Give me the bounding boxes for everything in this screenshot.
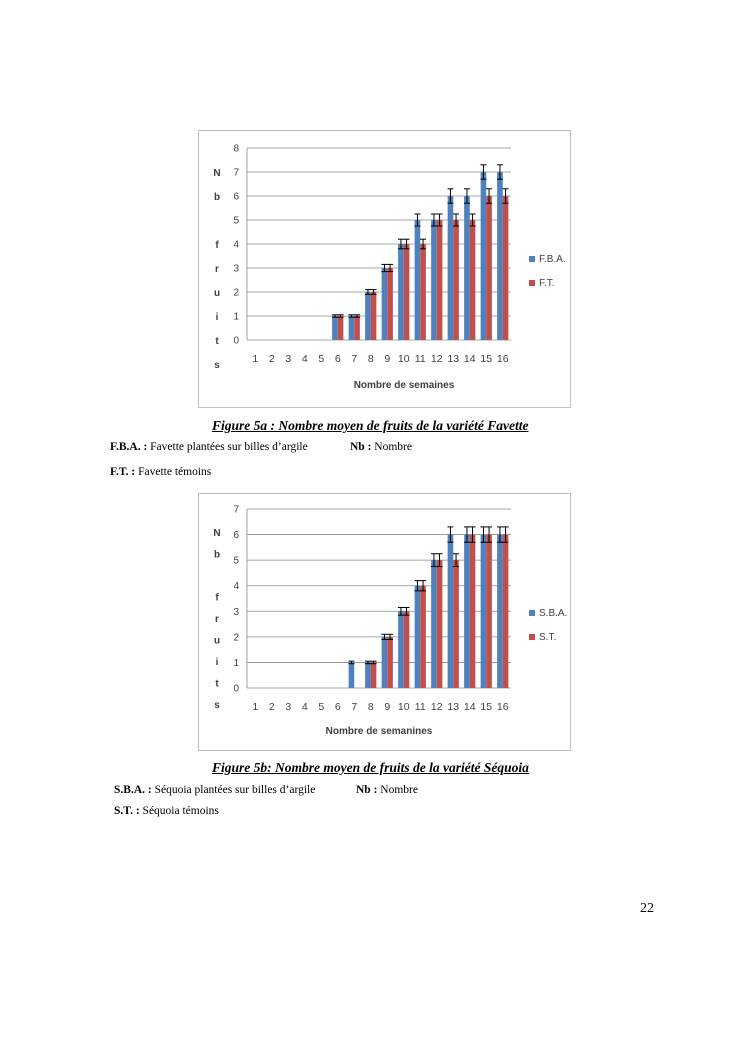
chart-sequoia-svg — [199, 494, 570, 750]
abbr-line-nb-a — [350, 441, 412, 453]
abbr-st: S.T. : — [114, 805, 140, 817]
figure-5b-caption: Figure 5b: Nombre moyen de fruits de la variété Séquoia — [212, 760, 529, 775]
chart1-ytick-4: 4 — [233, 239, 239, 251]
chart1-bar-F.B.A.-7 — [349, 316, 355, 340]
chart2-xtick-10: 10 — [397, 701, 410, 713]
chart1-ylabel-letter-7: t — [215, 336, 219, 347]
chart1-bar-F.B.A.-11 — [415, 220, 421, 340]
chart2-xtick-16: 16 — [496, 701, 509, 713]
chart1-xlabel: Nombre de semaines — [353, 380, 455, 391]
chart2-xtick-5: 5 — [318, 701, 325, 713]
chart1-legend-label-F.T.: F.T. — [539, 278, 555, 289]
chart1-bar-F.B.A.-13 — [448, 196, 454, 340]
abbr-fba: F.B.A. : — [110, 441, 148, 453]
chart2-bar-S.T.-12 — [437, 560, 443, 688]
chart1-xtick-10: 10 — [397, 353, 410, 365]
chart1-ylabel-letter-3: f — [215, 240, 219, 251]
chart2-bar-S.T.-10 — [404, 611, 410, 688]
chart2-ylabel-letter-0: N — [213, 528, 221, 539]
abbr-ft-text: Favette témoins — [138, 466, 212, 478]
chart2-ytick-3: 3 — [233, 606, 239, 618]
chart2-xtick-7: 7 — [351, 701, 358, 713]
chart2-bar-S.B.A.-9 — [382, 637, 388, 688]
abbr-line-st — [114, 805, 219, 817]
chart1-bar-F.B.A.-10 — [398, 244, 404, 340]
chart2-legend-label-S.T.: S.T. — [539, 632, 557, 643]
chart1-ytick-3: 3 — [233, 263, 239, 275]
chart1-bar-F.T.-8 — [371, 292, 377, 340]
chart1-ytick-0: 0 — [233, 335, 239, 347]
chart1-ylabel-letter-8: s — [214, 360, 220, 371]
chart1-bar-F.B.A.-6 — [332, 316, 338, 340]
chart2-xtick-4: 4 — [301, 701, 308, 713]
chart2-ylabel-letter-1: b — [213, 549, 221, 561]
chart2-ytick-6: 6 — [233, 530, 239, 542]
chart1-ytick-5: 5 — [233, 215, 239, 227]
chart2-legend-swatch-S.T. — [529, 634, 535, 640]
chart1-xtick-6: 6 — [334, 353, 341, 365]
chart2-xtick-3: 3 — [285, 701, 292, 713]
chart2-xlabel: Nombre de semanines — [325, 726, 433, 737]
abbr-sba-text: Séquoia plantées sur billes d’argile — [154, 784, 316, 796]
chart1-ytick-8: 8 — [233, 143, 239, 155]
chart1-bar-F.T.-16 — [503, 196, 509, 340]
chart2-xtick-9: 9 — [384, 701, 391, 713]
abbr-line-nb-b — [356, 784, 418, 796]
chart1-xtick-14: 14 — [463, 353, 476, 365]
chart2-bar-S.B.A.-8 — [365, 662, 371, 688]
chart1-ytick-6: 6 — [233, 191, 239, 203]
chart1-bar-F.T.-11 — [420, 244, 426, 340]
chart1-ylabel-letter-0: N — [213, 168, 221, 179]
chart1-bar-F.B.A.-15 — [481, 172, 487, 340]
chart1-xtick-12: 12 — [430, 353, 443, 365]
chart2-bar-S.B.A.-15 — [481, 535, 487, 688]
chart2-ylabel-letter-6: i — [215, 657, 219, 668]
abbr-sba: S.B.A. : — [114, 784, 152, 796]
chart1-bar-F.B.A.-14 — [464, 196, 470, 340]
chart1-bar-F.T.-13 — [453, 220, 459, 340]
chart1-xtick-11: 11 — [414, 353, 426, 365]
chart2-bar-S.B.A.-11 — [415, 586, 421, 688]
abbr-nb-a: Nb : — [350, 441, 372, 453]
abbr-ft: F.T. : — [110, 466, 136, 478]
chart2-ytick-0: 0 — [233, 683, 239, 695]
chart2-xtick-6: 6 — [334, 701, 341, 713]
abbr-line-fba — [110, 441, 308, 453]
chart2-bar-S.B.A.-14 — [464, 535, 470, 688]
chart-favette — [198, 130, 571, 408]
chart1-xtick-5: 5 — [318, 353, 325, 365]
chart1-xtick-3: 3 — [285, 353, 292, 365]
chart1-xtick-7: 7 — [351, 353, 358, 365]
chart1-xtick-1: 1 — [252, 353, 259, 365]
chart1-bar-F.T.-9 — [387, 268, 393, 340]
abbr-nb-b-text: Nombre — [380, 784, 418, 796]
chart2-legend-label-S.B.A.: S.B.A. — [539, 608, 568, 619]
chart1-xtick-13: 13 — [447, 353, 460, 365]
chart2-ylabel-letter-3: f — [215, 592, 219, 604]
abbr-line-ft — [110, 466, 211, 478]
chart1-bar-F.T.-15 — [486, 196, 492, 340]
chart2-xtick-2: 2 — [268, 701, 275, 713]
chart1-ytick-2: 2 — [233, 287, 239, 299]
abbr-fba-text: Favette plantées sur billes d’argile — [150, 441, 308, 453]
chart2-ylabel-letter-5: u — [213, 635, 221, 647]
abbr-nb-a-text: Nombre — [374, 441, 412, 453]
chart1-bar-F.B.A.-8 — [365, 292, 371, 340]
abbr-st-text: Séquoia témoins — [142, 805, 219, 817]
chart2-xtick-14: 14 — [463, 701, 476, 713]
chart1-xtick-4: 4 — [301, 353, 308, 365]
chart-favette-svg — [199, 131, 570, 407]
chart2-xtick-11: 11 — [414, 701, 426, 713]
chart1-bar-F.T.-12 — [437, 220, 443, 340]
chart-sequoia — [198, 493, 571, 751]
chart1-bar-F.B.A.-16 — [497, 172, 503, 340]
chart2-ytick-2: 2 — [233, 632, 239, 644]
page-number: 22 — [640, 901, 654, 916]
chart2-ylabel-letter-4: r — [215, 614, 219, 625]
chart1-legend-label-F.B.A.: F.B.A. — [539, 254, 566, 265]
chart1-ylabel-letter-4: r — [215, 264, 219, 275]
chart2-ytick-5: 5 — [233, 555, 239, 567]
chart2-xtick-8: 8 — [367, 701, 374, 713]
chart2-bar-S.B.A.-12 — [431, 560, 437, 688]
chart2-bar-S.T.-8 — [371, 662, 377, 688]
chart2-bar-S.B.A.-10 — [398, 611, 404, 688]
chart2-bar-S.B.A.-16 — [497, 535, 503, 688]
chart1-legend-swatch-F.T. — [529, 280, 535, 286]
chart2-bar-S.T.-15 — [486, 535, 492, 688]
chart1-bar-F.T.-6 — [338, 316, 344, 340]
chart1-xtick-16: 16 — [496, 353, 509, 365]
chart1-ylabel-letter-6: i — [215, 312, 219, 323]
chart2-legend-swatch-S.B.A. — [529, 610, 535, 616]
chart2-bar-S.T.-16 — [503, 535, 509, 688]
chart2-bar-S.B.A.-7 — [349, 662, 355, 688]
chart1-ylabel-letter-1: b — [213, 192, 221, 203]
chart2-ytick-4: 4 — [233, 581, 239, 593]
chart1-legend-swatch-F.B.A. — [529, 256, 535, 262]
chart2-xtick-13: 13 — [447, 701, 460, 713]
chart2-ytick-7: 7 — [233, 504, 239, 516]
chart2-bar-S.T.-13 — [453, 560, 459, 688]
chart2-xtick-15: 15 — [480, 701, 493, 713]
chart2-xtick-12: 12 — [430, 701, 443, 713]
chart2-bar-S.T.-14 — [470, 535, 476, 688]
chart1-ytick-7: 7 — [233, 167, 239, 179]
chart1-xtick-15: 15 — [480, 353, 493, 365]
chart1-bar-F.T.-14 — [470, 220, 476, 340]
chart1-bar-F.B.A.-9 — [382, 268, 388, 340]
chart2-bar-S.T.-9 — [387, 637, 393, 688]
chart1-xtick-8: 8 — [367, 353, 374, 365]
chart1-xtick-2: 2 — [268, 353, 275, 365]
chart2-ylabel-letter-7: t — [215, 678, 219, 690]
figure-5a-caption: Figure 5a : Nombre moyen de fruits de la variété Favette — [212, 418, 529, 433]
chart1-bar-F.B.A.-12 — [431, 220, 437, 340]
abbr-line-sba — [114, 784, 315, 796]
chart2-bar-S.B.A.-13 — [448, 535, 454, 688]
chart2-ytick-1: 1 — [233, 657, 239, 669]
chart1-ylabel-letter-5: u — [213, 288, 221, 299]
chart1-bar-F.T.-7 — [354, 316, 360, 340]
chart1-xtick-9: 9 — [384, 353, 391, 365]
chart2-xtick-1: 1 — [252, 701, 259, 713]
abbr-nb-b: Nb : — [356, 784, 378, 796]
chart1-bar-F.T.-10 — [404, 244, 410, 340]
chart1-ytick-1: 1 — [233, 311, 239, 323]
chart2-bar-S.T.-11 — [420, 586, 426, 688]
chart2-ylabel-letter-8: s — [214, 700, 220, 711]
